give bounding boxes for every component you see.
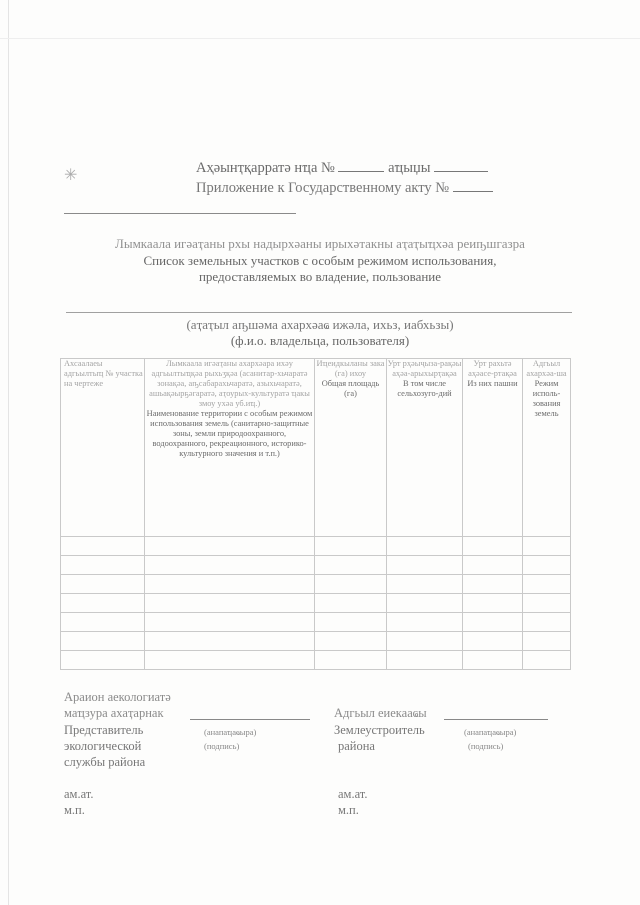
title-ru-line-1: Список земельных участков с особым режимом использования, — [143, 253, 497, 268]
land-plots-table — [60, 358, 571, 670]
table-row — [61, 613, 571, 632]
title-ru-line-2: предоставляемых во владение, пользование — [198, 269, 442, 284]
left-sign-label: (анапаҵаҩыра) — [204, 727, 257, 737]
left-ru-line-3: службы района — [64, 755, 146, 769]
left-ru-line-1: Представитель — [64, 723, 144, 737]
table-row — [61, 537, 571, 556]
header-line-2-text: Приложение к Государственному акту № — [196, 180, 450, 196]
right-sign-label-ru: (подпись) — [468, 741, 504, 751]
left-ru-line-2: экологической — [64, 739, 142, 753]
table-row — [61, 575, 571, 594]
right-signature-line — [444, 719, 548, 720]
table-header-row — [61, 359, 571, 537]
owner-name-line — [66, 312, 572, 313]
right-abkhaz-line-1: Адгьыл еиекааҩы — [334, 706, 427, 720]
left-stamp-ru: м.п. — [64, 803, 85, 817]
left-stamp-abkhaz: ам.ат. — [64, 787, 94, 801]
col-header-total-area: Иҵеидкыланы зака (га) ихоу Общая площадь (га) — [315, 359, 387, 537]
table-row — [61, 594, 571, 613]
header-line-1-prefix: Аҳәынҭқарратә нҵа № — [196, 160, 335, 176]
left-abkhaz-line-1: Араион аекологиатә — [64, 690, 171, 704]
act-number-blank — [338, 171, 384, 172]
header-line-1-suffix: аҵыџы — [388, 160, 431, 176]
col-header-plot-number: Ахсаалаеы адгьылтыҵ № участка на чертеже — [61, 359, 145, 537]
right-stamp-abkhaz: ам.ат. — [338, 787, 368, 801]
table-row — [61, 632, 571, 651]
page-edge-left — [8, 0, 9, 905]
left-sign-label-ru: (подпись) — [204, 741, 240, 751]
act-number-blank-ru — [453, 191, 493, 192]
page-edge-top — [0, 38, 640, 39]
act-date-blank — [434, 171, 488, 172]
col-header-arable: Урт рахьтә аҳәасе-ртақәа Из них пашни — [463, 359, 523, 537]
col-header-land-use-mode: Адгьыл ахархәа-ша Режим исполь-зования земель — [523, 359, 571, 537]
right-stamp-ru: м.п. — [338, 803, 359, 817]
right-ru-line-2: района — [338, 739, 375, 753]
title-abkhaz: Лымкаала игәаҭаны рхы надырхәаны ирыхәтакны аҭаҭыҵхәа реиҧшгазра — [115, 236, 525, 251]
header-line-2 — [196, 180, 493, 197]
col-header-territory-name: Лымкаала игәаҭаны ахархәара ихәу адгьылтыҵқәа рыхьӡқәа (асанитар-хьчаратә зонақәа, аҧсабарахьчаратә, азыхьчаратә, ашьақәырҕәгаратә, аҭоурых-культуратә ҵакы змоу ухәа уб.иҵ.) Наименование территории с особым режимом использования земель (санитарно-защитные зоны, земли природоохранного, водоохранного, рекреационного, историко-культурного значения и т.п.) — [145, 359, 315, 537]
col-header-farmland: Урт рҳәыҷыза-рақәы аҳәа-арыхырҭақәа В том числе сельхозуго-дий — [387, 359, 463, 537]
header-line-1 — [196, 160, 488, 177]
left-abkhaz-line-2: маҵзура ахаҭарнак — [64, 706, 164, 720]
left-signature-line — [190, 719, 310, 720]
right-sign-label: (анапаҵаҩыра) — [464, 727, 517, 737]
table-row — [61, 556, 571, 575]
header-underline — [64, 213, 296, 214]
right-ru-line-1: Землеустроитель — [334, 723, 425, 737]
owner-label-ru: (ф.и.о. владельца, пользователя) — [230, 333, 410, 348]
owner-label-abkhaz: (аҭаҭыл аҧшәма ахархәаҩ ижәла, ихьз, иабхьзы) — [186, 317, 454, 332]
scan-mark: ✳ — [64, 167, 78, 184]
table-row — [61, 651, 571, 670]
